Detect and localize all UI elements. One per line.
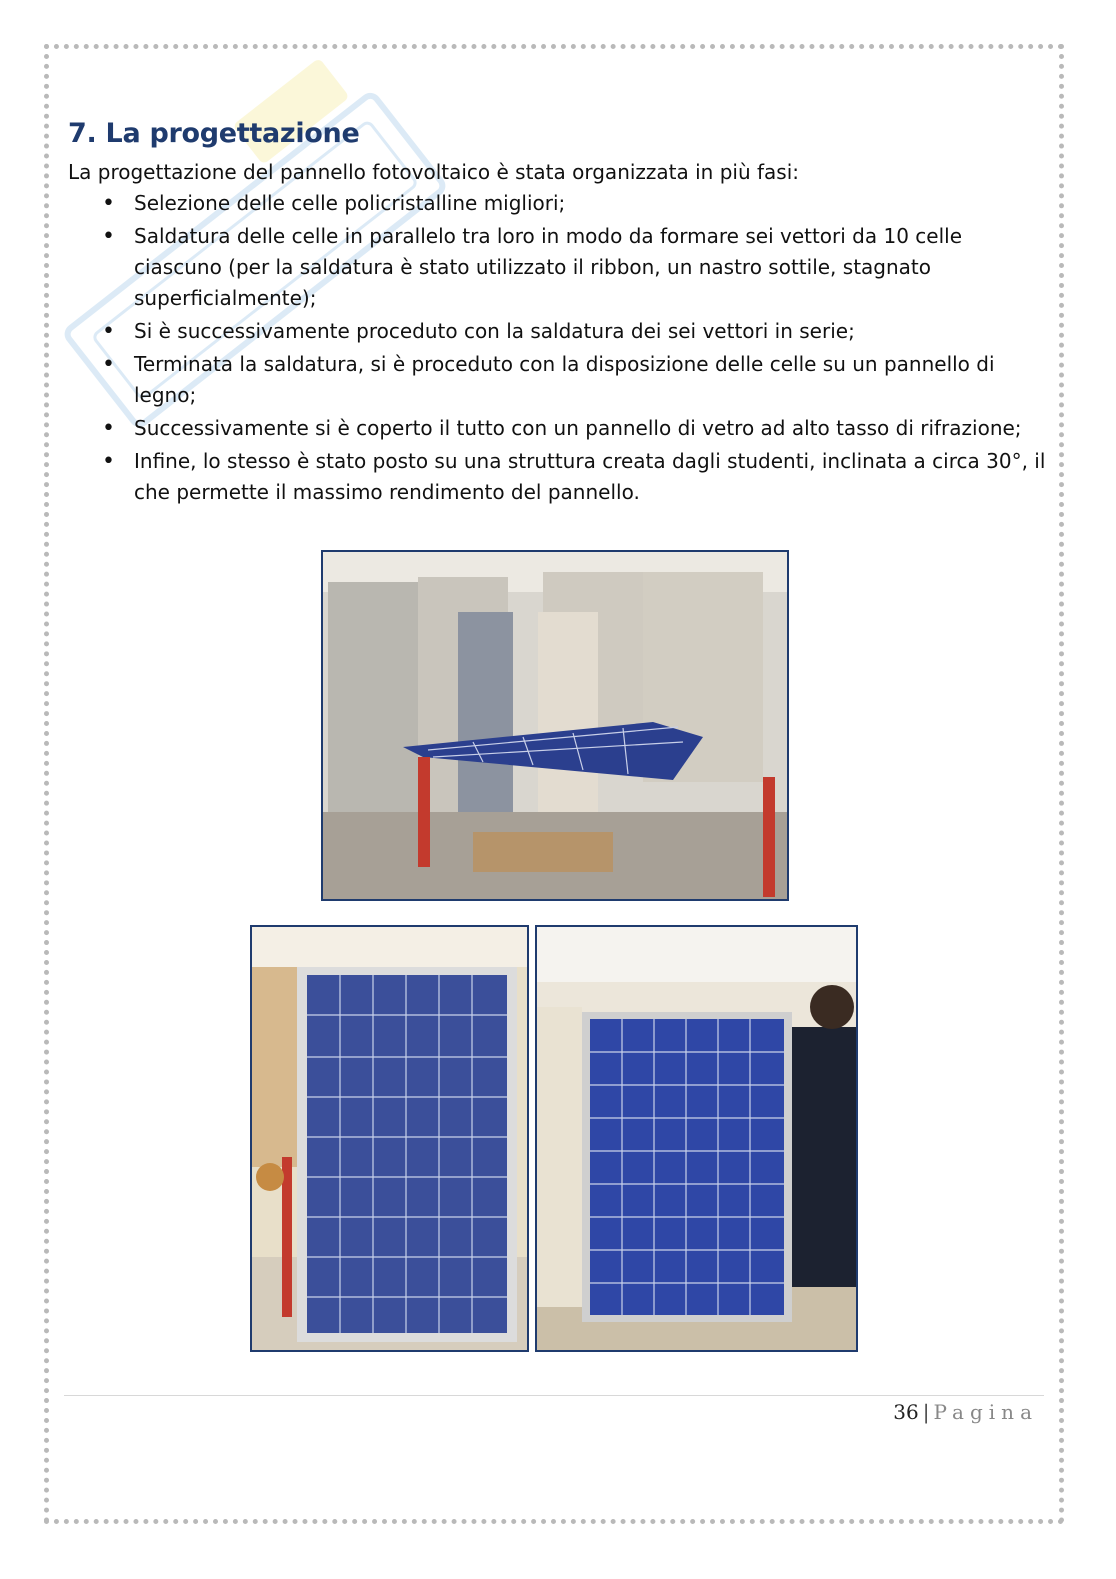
page-content — [68, 118, 1048, 510]
bullet-icon: • — [102, 449, 115, 474]
list-item — [102, 413, 1048, 444]
photo-panel-on-table — [321, 550, 789, 901]
page-footer — [893, 1400, 1038, 1424]
list-item — [102, 316, 1048, 347]
list-item — [102, 188, 1048, 219]
photo-panel-on-table-image — [323, 552, 787, 899]
photo-standing-panel-image — [252, 927, 527, 1350]
photo-students-holding-panel — [535, 925, 858, 1352]
bullet-icon: • — [102, 224, 115, 249]
list-item-text: Selezione delle celle policristalline migliori; — [134, 191, 566, 215]
bullet-icon: • — [102, 416, 115, 441]
section-heading: 7. La progettazione — [68, 118, 360, 149]
list-item-text: Saldatura delle celle in parallelo tra loro in modo da formare sei vettori da 10 celle ciascuno (per la saldatura è stato utilizzato il ribbon, un nastro sottile, stagnato superficialmente); — [134, 224, 963, 310]
photo-students-holding-panel-image — [537, 927, 856, 1350]
bullet-icon: • — [102, 191, 115, 216]
page-separator: | — [922, 1400, 930, 1424]
list-item-text: Terminata la saldatura, si è proceduto con la disposizione delle celle su un pannello di legno; — [134, 352, 995, 407]
footer-divider — [64, 1395, 1044, 1396]
bullet-icon: • — [102, 352, 115, 377]
page-label: Pagina — [933, 1400, 1038, 1424]
list-item — [102, 349, 1048, 411]
photo-standing-panel — [250, 925, 529, 1352]
list-item-text: Infine, lo stesso è stato posto su una struttura creata dagli studenti, inclinata a circa 30°, il che permette il massimo rendimento del pannello. — [134, 449, 1046, 504]
list-item-text: Si è successivamente proceduto con la saldatura dei sei vettori in serie; — [134, 319, 855, 343]
list-item — [102, 221, 1048, 314]
bullet-list — [68, 188, 1048, 508]
page-number: 36 — [893, 1400, 919, 1424]
intro-paragraph: La progettazione del pannello fotovoltaico è stata organizzata in più fasi: — [68, 160, 800, 184]
list-item-text: Successivamente si è coperto il tutto con un pannello di vetro ad alto tasso di rifrazione; — [134, 416, 1022, 440]
list-item — [102, 446, 1048, 508]
bullet-icon: • — [102, 319, 115, 344]
